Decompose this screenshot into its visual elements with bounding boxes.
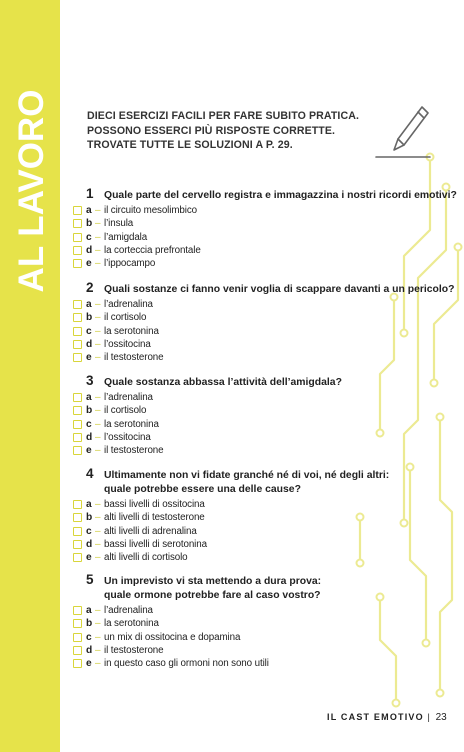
option-text: in questo caso gli ormoni non sono utili — [104, 658, 269, 670]
option-text: alti livelli di testosterone — [104, 512, 205, 524]
answer-option[interactable] — [73, 644, 393, 657]
answer-checkbox[interactable] — [73, 313, 82, 322]
answer-checkbox[interactable] — [73, 246, 82, 255]
option-letter: b — [86, 218, 93, 230]
option-text: il circuito mesolimbico — [104, 205, 197, 216]
footer-separator: | — [427, 712, 430, 722]
option-dash: – — [95, 445, 101, 457]
option-text: il testosterone — [104, 445, 164, 457]
option-dash: – — [95, 258, 101, 270]
answer-checkbox[interactable] — [73, 233, 82, 242]
option-dash: – — [95, 392, 101, 403]
option-letter: b — [86, 512, 93, 524]
option-letter: e — [86, 445, 92, 457]
answer-checkbox[interactable] — [73, 633, 82, 642]
option-letter: a — [86, 205, 92, 216]
option-letter: a — [86, 392, 92, 403]
option-letter: d — [86, 644, 93, 656]
answer-option[interactable] — [73, 231, 393, 244]
option-letter: b — [86, 312, 93, 324]
option-letter: b — [86, 618, 93, 630]
answer-option[interactable] — [73, 604, 393, 617]
footer-title: IL CAST EMOTIVO — [327, 712, 424, 722]
answer-checkbox[interactable] — [73, 420, 82, 429]
question-number: 1 — [86, 186, 94, 201]
answer-checkbox[interactable] — [73, 446, 82, 455]
option-text: l’adrenalina — [104, 605, 153, 616]
answer-checkbox[interactable] — [73, 327, 82, 336]
answer-option[interactable] — [73, 631, 393, 644]
option-text: la serotonina — [104, 618, 159, 630]
answer-checkbox[interactable] — [73, 527, 82, 536]
answer-checkbox[interactable] — [73, 619, 82, 628]
option-letter: c — [86, 325, 92, 337]
answer-option[interactable] — [73, 498, 393, 511]
option-letter: c — [86, 525, 92, 537]
answer-checkbox[interactable] — [73, 659, 82, 668]
question-text: Quali sostanze ci fanno venir voglia di scappare davanti a un pericolo? — [104, 284, 455, 295]
option-text: l’ossitocina — [104, 338, 151, 350]
option-letter: d — [86, 538, 93, 550]
pencil-icon — [372, 101, 434, 163]
answer-checkbox[interactable] — [73, 406, 82, 415]
option-dash: – — [95, 244, 101, 256]
option-dash: – — [95, 644, 101, 656]
answer-option[interactable] — [73, 551, 393, 564]
option-text: l’insula — [104, 218, 134, 230]
option-text: il testosterone — [104, 644, 164, 656]
section-title: AL LAVORO — [12, 89, 51, 293]
option-dash: – — [95, 658, 101, 670]
answer-checkbox[interactable] — [73, 219, 82, 228]
answer-option[interactable] — [73, 217, 393, 230]
option-text: bassi livelli di serotonina — [104, 538, 207, 550]
question-number: 2 — [86, 280, 94, 295]
answer-option[interactable] — [73, 325, 393, 338]
option-dash: – — [95, 618, 101, 630]
option-dash: – — [95, 552, 101, 564]
answer-option[interactable] — [73, 351, 393, 364]
option-letter: b — [86, 405, 93, 417]
option-text: l’adrenalina — [104, 392, 153, 403]
option-text: un mix di ossitocina e dopamina — [104, 631, 241, 643]
answer-option[interactable] — [73, 311, 393, 324]
option-letter: a — [86, 499, 92, 510]
option-letter: e — [86, 658, 92, 670]
option-dash: – — [95, 631, 101, 643]
option-letter: c — [86, 231, 92, 243]
answer-checkbox[interactable] — [73, 606, 82, 615]
option-dash: – — [95, 325, 101, 337]
option-text: il cortisolo — [104, 405, 147, 417]
option-dash: – — [95, 231, 101, 243]
answer-checkbox[interactable] — [73, 500, 82, 509]
page-number: 23 — [435, 712, 447, 723]
option-letter: e — [86, 552, 92, 564]
answer-checkbox[interactable] — [73, 340, 82, 349]
intro-text — [87, 109, 360, 153]
option-text: l’adrenalina — [104, 299, 153, 310]
answer-option[interactable] — [73, 511, 393, 524]
option-text: la corteccia prefrontale — [104, 244, 201, 256]
question-text: Un imprevisto vi sta mettendo a dura prova: — [104, 576, 322, 587]
option-text: l’amigdala — [104, 231, 148, 243]
option-dash: – — [95, 538, 101, 550]
option-dash: – — [95, 299, 101, 310]
footer — [327, 712, 447, 723]
question-text: quale ormone potrebbe fare al caso vostro? — [104, 590, 321, 601]
option-letter: c — [86, 418, 92, 430]
answer-option[interactable] — [73, 338, 393, 351]
option-dash: – — [95, 499, 101, 510]
answer-checkbox[interactable] — [73, 433, 82, 442]
option-letter: a — [86, 299, 92, 310]
question-number: 3 — [86, 373, 94, 388]
option-text: bassi livelli di ossitocina — [104, 499, 205, 510]
answer-checkbox[interactable] — [73, 513, 82, 522]
option-dash: – — [95, 218, 101, 230]
option-text: il testosterone — [104, 352, 164, 364]
answer-checkbox[interactable] — [73, 206, 82, 215]
option-letter: a — [86, 605, 92, 616]
intro-line: DIECI ESERCIZI FACILI PER FARE SUBITO PRATICA. — [87, 110, 360, 122]
option-dash: – — [95, 418, 101, 430]
answer-option[interactable] — [73, 418, 393, 431]
question-text: quale potrebbe essere una delle cause? — [104, 484, 301, 495]
option-text: alti livelli di adrenalina — [104, 525, 197, 537]
answer-checkbox[interactable] — [73, 300, 82, 309]
question-text: Ultimamente non vi fidate granché né di voi, né degli altri: — [104, 470, 390, 481]
option-text: l’ossitocina — [104, 431, 151, 443]
question-text: Quale parte del cervello registra e immagazzina i nostri ricordi emotivi? — [104, 190, 457, 201]
option-letter: d — [86, 431, 93, 443]
intro-line: TROVATE TUTTE LE SOLUZIONI A P. 29. — [87, 139, 293, 151]
answer-checkbox[interactable] — [73, 259, 82, 268]
option-dash: – — [95, 525, 101, 537]
option-dash: – — [95, 338, 101, 350]
question-number: 4 — [86, 466, 94, 481]
option-letter: e — [86, 352, 92, 364]
answer-option[interactable] — [73, 257, 393, 270]
answer-checkbox[interactable] — [73, 646, 82, 655]
question-text: Quale sostanza abbassa l’attività dell’amigdala? — [104, 377, 342, 388]
option-text: la serotonina — [104, 325, 159, 337]
answer-option[interactable] — [73, 657, 393, 670]
intro-line: POSSONO ESSERCI PIÙ RISPOSTE CORRETTE. — [87, 124, 336, 137]
answer-checkbox[interactable] — [73, 393, 82, 402]
option-dash: – — [95, 605, 101, 616]
option-dash: – — [95, 512, 101, 524]
answer-option[interactable] — [73, 298, 393, 311]
option-text: l’ippocampo — [104, 258, 156, 270]
option-text: alti livelli di cortisolo — [104, 552, 188, 564]
option-dash: – — [95, 405, 101, 417]
answer-checkbox[interactable] — [73, 353, 82, 362]
answer-option[interactable] — [73, 244, 393, 257]
answer-checkbox[interactable] — [73, 540, 82, 549]
answer-option[interactable] — [73, 404, 393, 417]
option-text: il cortisolo — [104, 312, 147, 324]
answer-option[interactable] — [73, 391, 393, 404]
option-letter: c — [86, 631, 92, 643]
option-letter: e — [86, 258, 92, 270]
question-number: 5 — [86, 572, 94, 587]
option-dash: – — [95, 205, 101, 216]
answer-option[interactable] — [73, 525, 393, 538]
option-letter: d — [86, 338, 93, 350]
option-dash: – — [95, 352, 101, 364]
answer-option[interactable] — [73, 431, 393, 444]
answer-option[interactable] — [73, 617, 393, 630]
answer-checkbox[interactable] — [73, 553, 82, 562]
option-dash: – — [95, 312, 101, 324]
answer-option[interactable] — [73, 204, 393, 217]
option-letter: d — [86, 244, 93, 256]
answer-option[interactable] — [73, 538, 393, 551]
option-text: la serotonina — [104, 418, 159, 430]
answer-option[interactable] — [73, 444, 393, 457]
option-dash: – — [95, 431, 101, 443]
